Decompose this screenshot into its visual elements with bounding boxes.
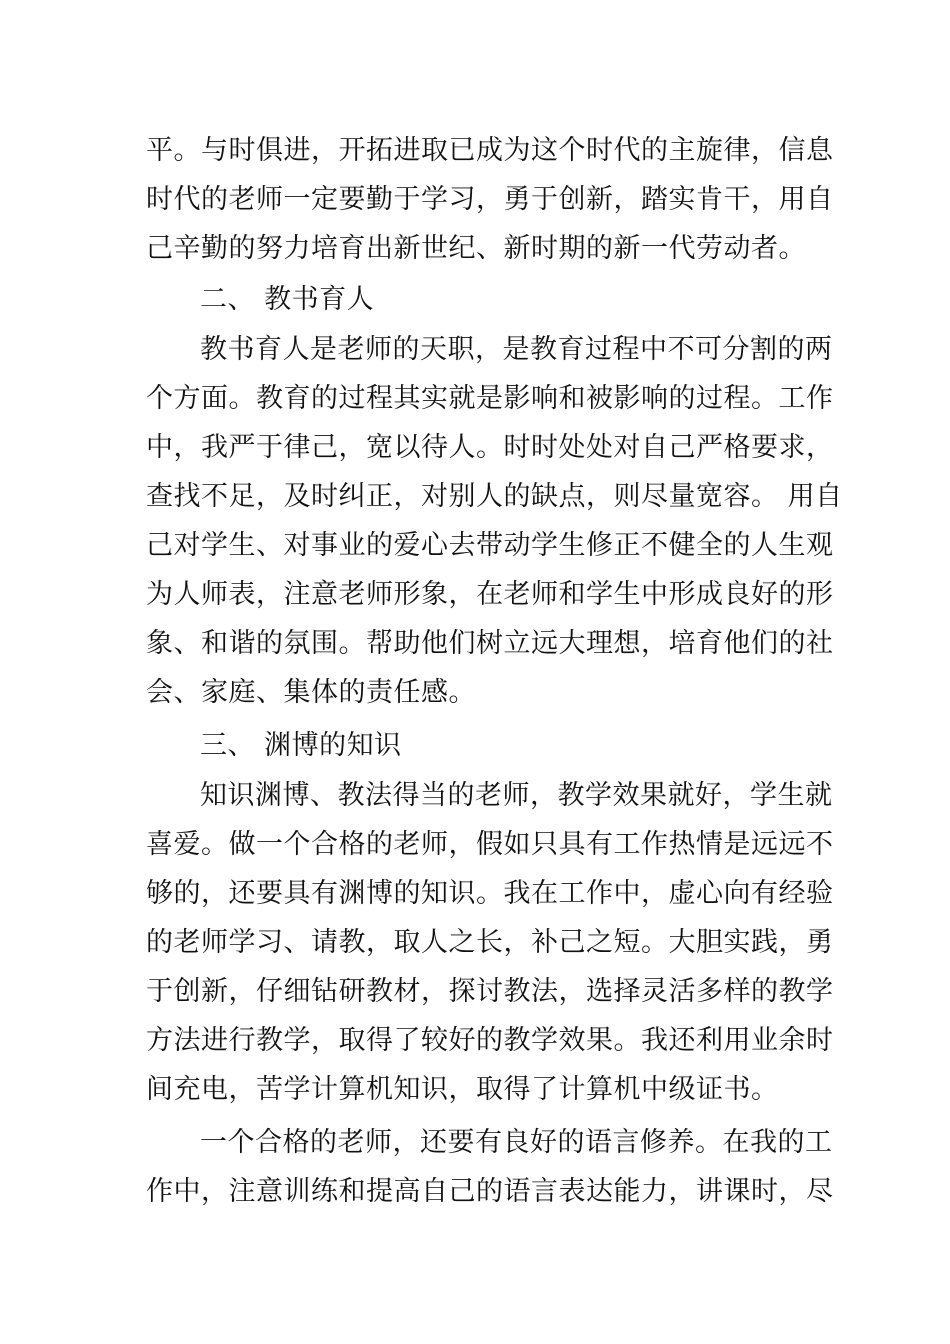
text-line: 查找不足，及时纠正，对别人的缺点，则尽量宽容。 用自 xyxy=(146,481,843,512)
section-heading: 二、 教书育人 xyxy=(200,284,375,315)
text-line: 个方面。教育的过程其实就是影响和被影响的过程。工作 xyxy=(146,383,834,414)
text-line: 平。与时俱进，开拓进取已成为这个时代的主旋律，信息 xyxy=(146,135,834,166)
text-line: 象、和谐的氛围。帮助他们树立远大理想，培育他们的社 xyxy=(146,628,834,659)
text-line: 己对学生、对事业的爱心去带动学生修正不健全的人生观 xyxy=(146,530,834,561)
text-line: 时代的老师一定要勤于学习，勇于创新，踏实肯干，用自 xyxy=(146,184,834,215)
text-line: 为人师表，注意老师形象，在老师和学生中形成良好的形 xyxy=(146,579,834,610)
text-line: 教书育人是老师的天职，是教育过程中不可分割的两 xyxy=(200,334,833,365)
text-line: 知识渊博、教法得当的老师，教学效果就好，学生就 xyxy=(200,780,833,811)
text-line: 会、家庭、集体的责任感。 xyxy=(146,677,476,708)
section-heading: 三、 渊博的知识 xyxy=(200,730,402,761)
text-line: 中，我严于律己，宽以待人。时时处处对自己严格要求， xyxy=(146,432,834,463)
text-line: 喜爱。做一个合格的老师，假如只具有工作热情是远远不 xyxy=(146,829,834,860)
text-line: 于创新，仔细钻研教材，探讨教法，选择灵活多样的教学 xyxy=(146,976,834,1007)
text-line: 己辛勤的努力培育出新世纪、新时期的新一代劳动者。 xyxy=(146,233,806,264)
text-line: 作中，注意训练和提高自己的语言表达能力，讲课时，尽 xyxy=(146,1176,834,1207)
text-line: 的老师学习、请教，取人之长，补己之短。大胆实践，勇 xyxy=(146,927,834,958)
text-line: 一个合格的老师，还要有良好的语言修养。在我的工 xyxy=(200,1127,833,1158)
text-line: 方法进行教学，取得了较好的教学效果。我还利用业余时 xyxy=(146,1025,834,1056)
text-line: 间充电，苦学计算机知识，取得了计算机中级证书。 xyxy=(146,1074,779,1105)
text-line: 够的，还要具有渊博的知识。我在工作中，虚心向有经验 xyxy=(146,878,834,909)
